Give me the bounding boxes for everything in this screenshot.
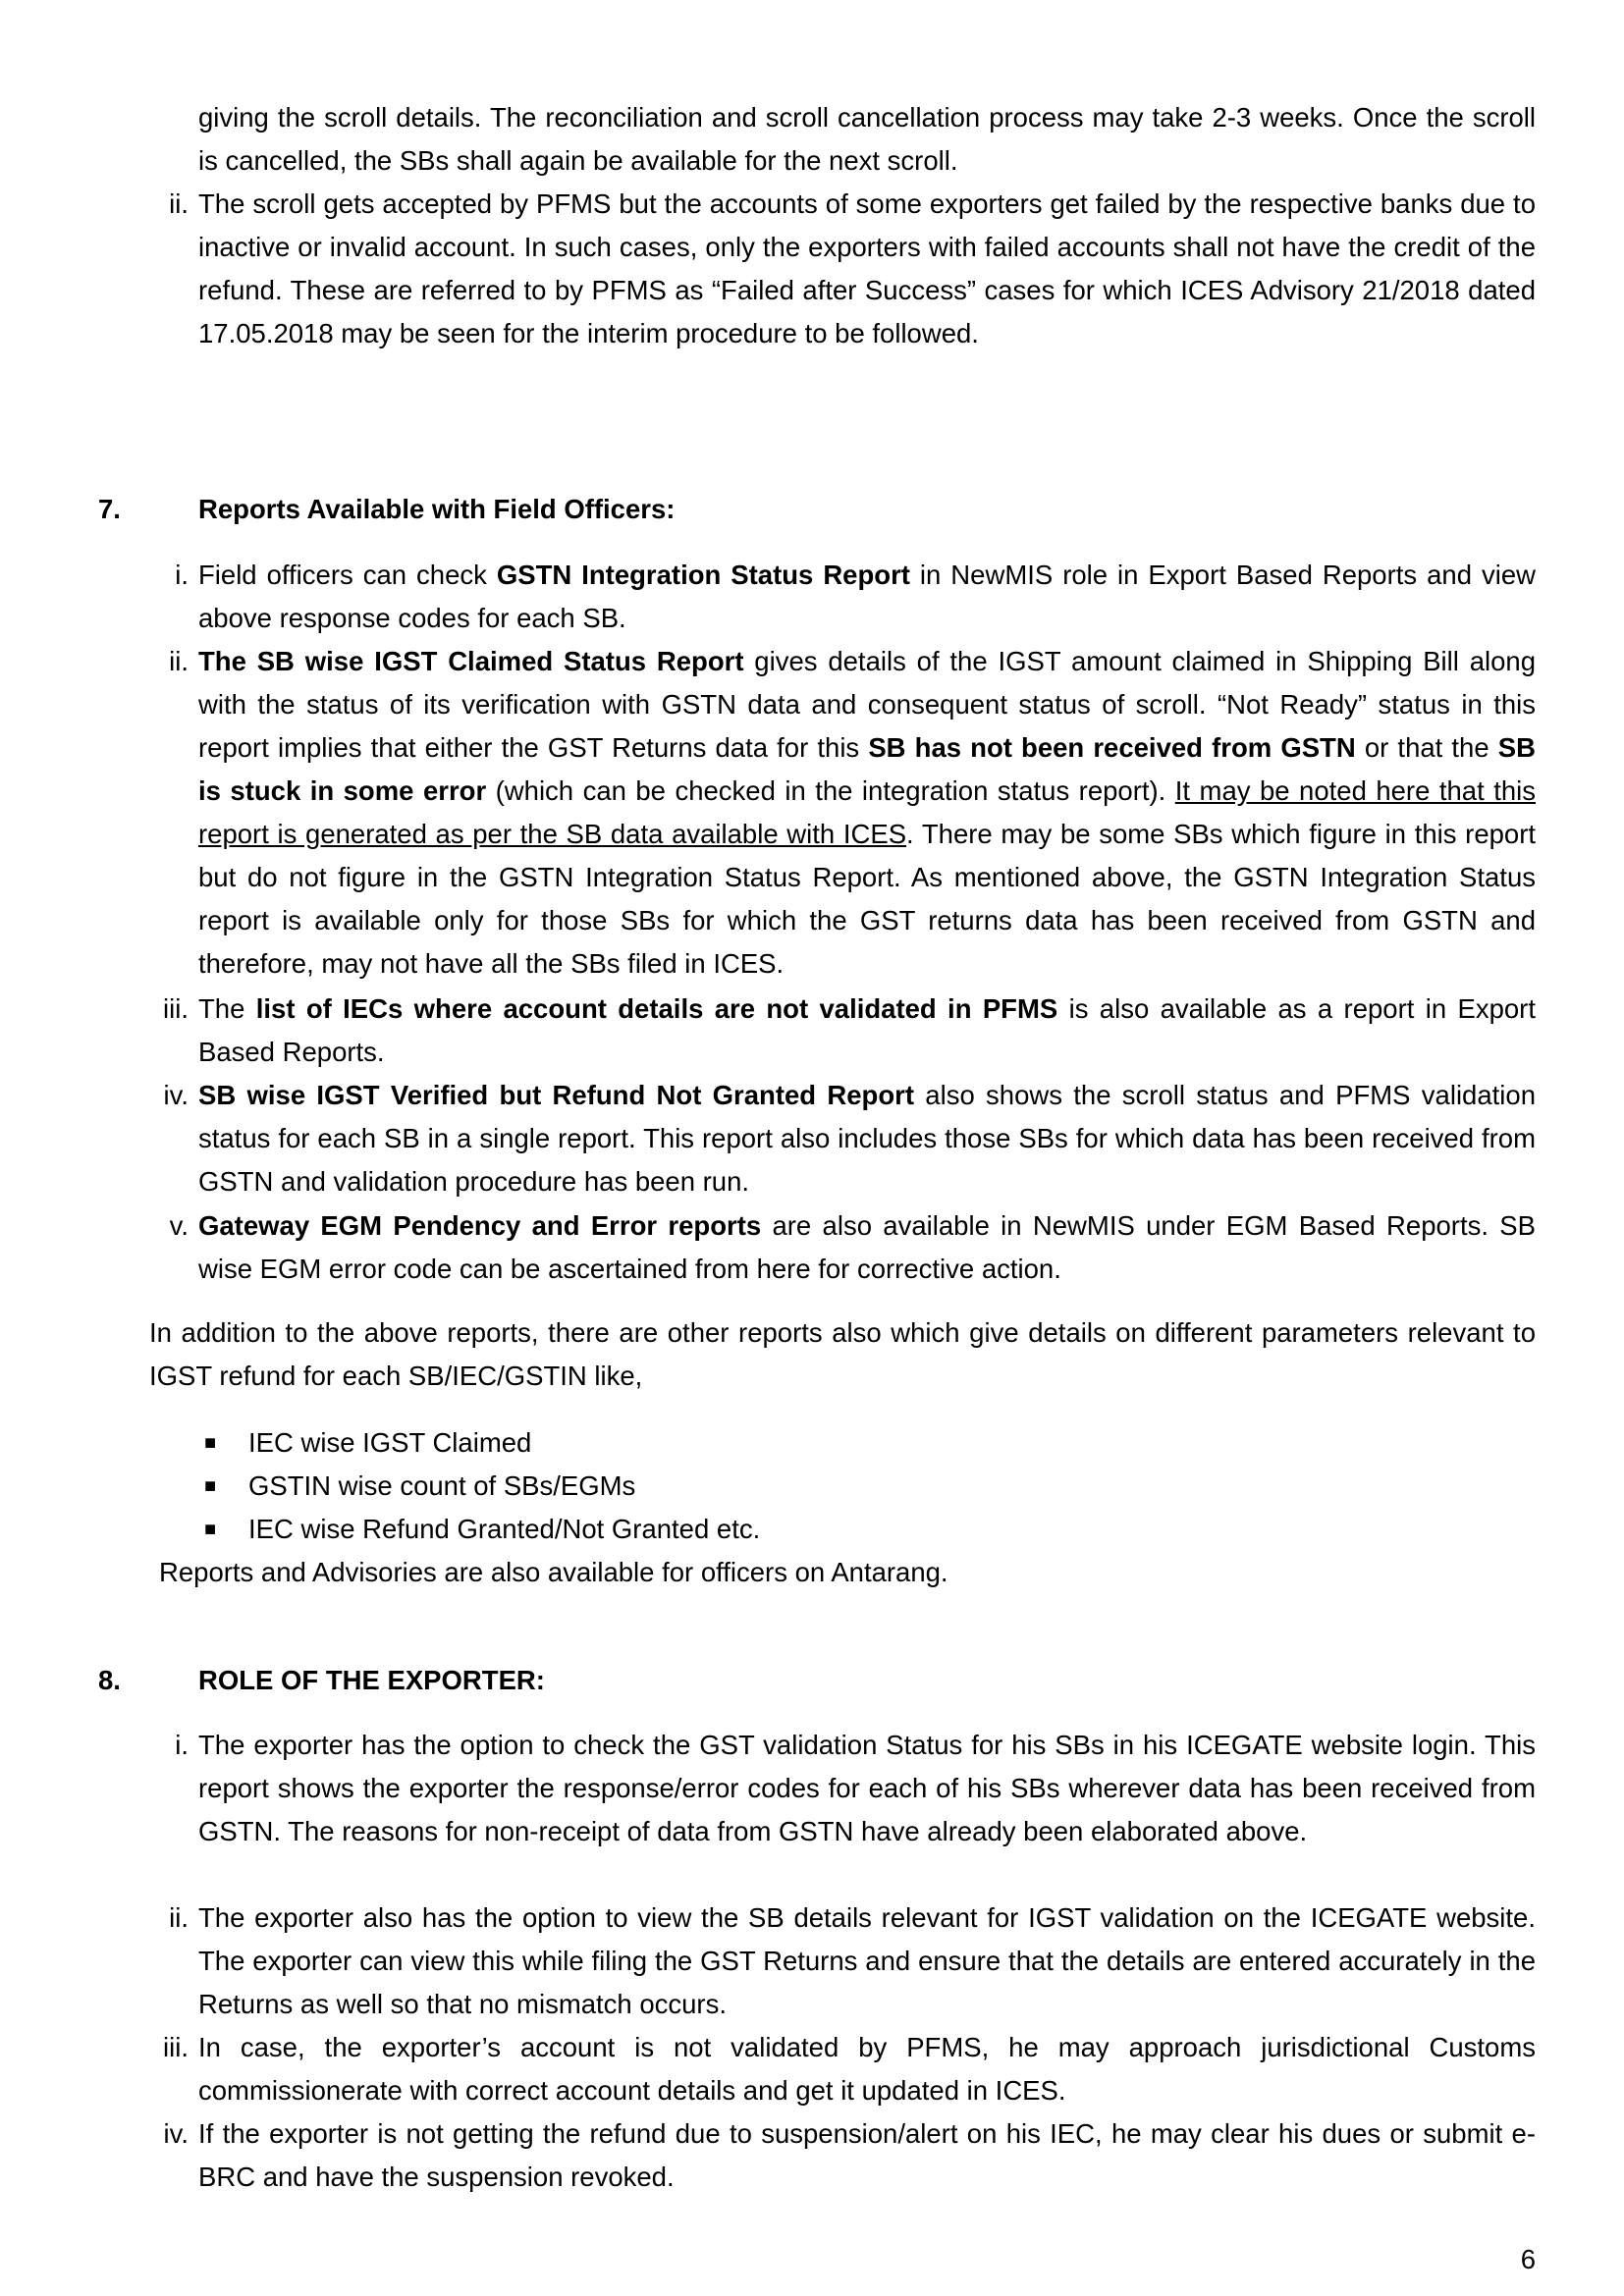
exporter-item-validation-status: The exporter has the option to check the GST validation Status for his SBs in his ICEGATE website login. This report shows the exporter the response/error codes for each of his SBs wherever data has been received from GSTN. The reasons for non-receipt of data from GSTN have already been elaborated above. [198,1730,1536,1846]
additional-reports-paragraph: In addition to the above reports, there are other reports also which give details on different parameters relevant to IGST refund for each SB/IEC/GSTIN like, [149,1317,1536,1391]
item-number: iv. [163,2118,189,2149]
section-7-heading: Reports Available with Field Officers: [198,494,676,524]
exporter-item-account-not-validated: In case, the exporter’s account is not validated by PFMS, he may approach jurisdictional Customs commissionerate with correct account details and get it updated in ICES. [198,2032,1536,2106]
section-8-number: 8. [98,1665,121,1695]
report-item-egm-pendency: Gateway EGM Pendency and Error reports are also available in NewMIS under EGM Based Reports. SB wise EGM error code can be ascertained from here for corrective action. [198,1210,1536,1284]
report-name: SB wise IGST Verified but Refund Not Granted Report [198,1080,915,1110]
square-bullet-icon: ■ [204,1475,217,1497]
item-number: iv. [163,1080,189,1110]
item-number: v. [169,1210,189,1241]
report-name: The SB wise IGST Claimed Status Report [198,646,744,676]
page-number: 6 [1520,2244,1536,2274]
item-number: iii. [163,993,189,1024]
report-item-igst-claimed-status: The SB wise IGST Claimed Status Report gives details of the IGST amount claimed in Shipping Bill along with the status of its verification with GSTN data and consequent status of scroll. “Not Ready” status in this report implies that either the GST Returns data for this SB has not been received from GSTN or that the SB is stuck in some error (which can be checked in the integration status report). It may be noted here that this report is generated as per the SB data available with ICES. There may be some SBs which figure in this report but do not figure in the GSTN Integration Status Report. As mentioned above, the GSTN Integration Status report is available only for those SBs for which the GST returns data has been received from GSTN and therefore, may not have all the SBs filed in ICES. [198,646,1536,979]
exporter-item-suspension: If the exporter is not getting the refund due to suspension/alert on his IEC, he may clear his dues or submit e-BRC and have the suspension revoked. [198,2118,1536,2192]
failed-after-success-paragraph: The scroll gets accepted by PFMS but the accounts of some exporters get failed by the respective banks due to inactive or invalid account. In such cases, only the exporters with failed accounts shall not have the credit of the refund. These are referred to by PFMS as “Failed after Success” cases for which ICES Advisory 21/2018 dated 17.05.2018 may be seen for the interim procedure to be followed. [198,188,1536,348]
bullet-item: IEC wise Refund Granted/Not Granted etc. [248,1514,761,1544]
bullet-item: IEC wise IGST Claimed [248,1427,532,1458]
report-item-iec-not-validated: The list of IECs where account details are not validated in PFMS is also available as a report in Export Based Reports. [198,993,1536,1067]
item-number: ii. [169,646,189,676]
item-number: iii. [163,2032,189,2062]
report-name: GSTN Integration Status Report [496,560,910,590]
square-bullet-icon: ■ [204,1519,217,1540]
item-number: i. [175,560,189,590]
report-name: Gateway EGM Pendency and Error reports [198,1210,762,1241]
report-name: list of IECs where account details are not validated in PFMS [255,993,1058,1024]
underlined-note: It may be noted here that this report is generated as per the SB data available with ICES [198,775,1536,849]
continuation-paragraph: giving the scroll details. The reconciliation and scroll cancellation process may take 2-3 weeks. Once the scroll is cancelled, the SBs shall again be available for the next scroll. [198,102,1536,176]
bullet-item: GSTIN wise count of SBs/EGMs [248,1470,636,1501]
square-bullet-icon: ■ [204,1432,217,1454]
section-8-heading: ROLE OF THE EXPORTER: [198,1665,545,1695]
antarang-note: Reports and Advisories are also available for officers on Antarang. [159,1557,948,1587]
item-number: i. [175,1730,189,1760]
section-7-number: 7. [98,494,121,524]
exporter-item-view-sb-details: The exporter also has the option to view the SB details relevant for IGST validation on the ICEGATE website. The exporter can view this while filing the GST Returns and ensure that the details are entered accurately in the Returns as well so that no mismatch occurs. [198,1902,1536,2019]
report-item-gstn-integration: Field officers can check GSTN Integration Status Report in NewMIS role in Export Based Reports and view above response codes for each SB. [198,560,1536,633]
report-item-refund-not-granted: SB wise IGST Verified but Refund Not Granted Report also shows the scroll status and PFMS validation status for each SB in a single report. This report also includes those SBs for which data has been received from GSTN and validation procedure has been run. [198,1080,1536,1197]
item-number: ii. [169,1902,189,1933]
item-number: ii. [169,188,189,219]
